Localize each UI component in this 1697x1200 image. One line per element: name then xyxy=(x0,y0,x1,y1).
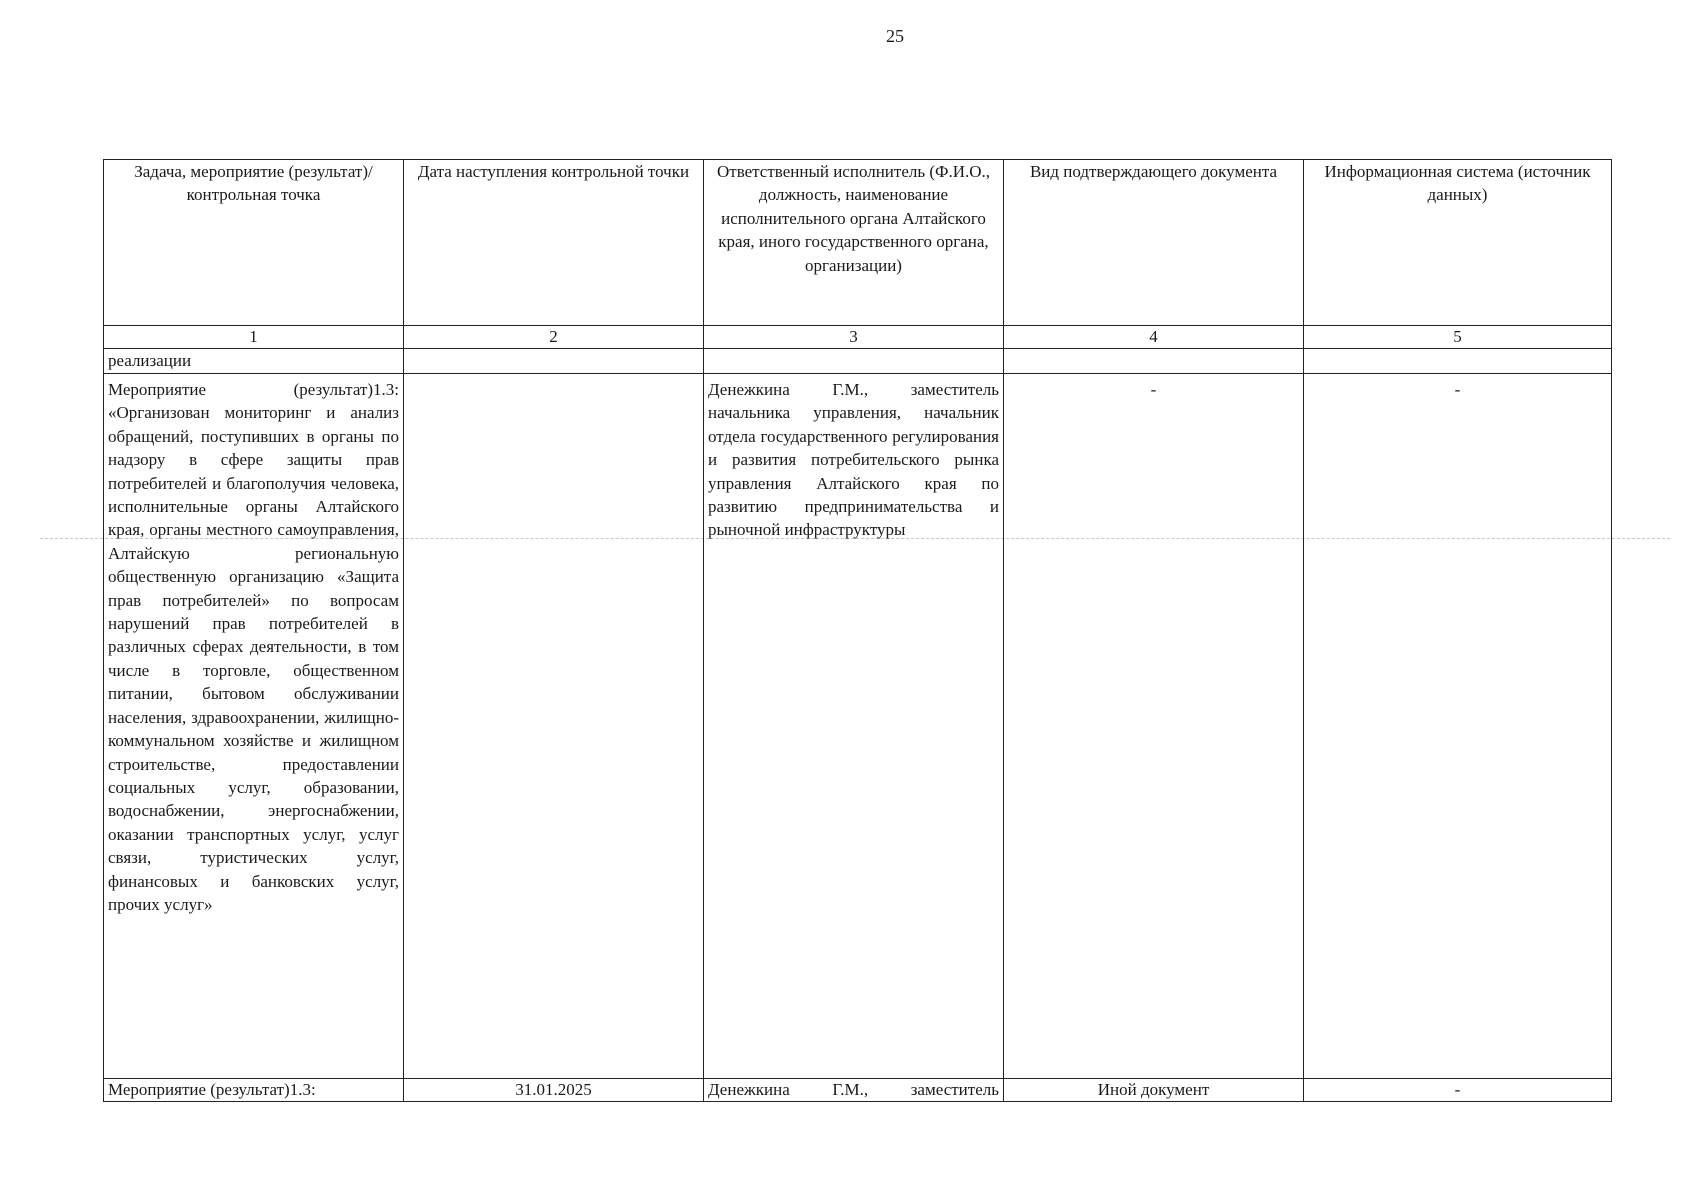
table-cell xyxy=(1304,349,1612,374)
date-text: 31.01.2025 xyxy=(515,1080,592,1099)
system-cell xyxy=(1304,1079,1612,1102)
header-responsible: Ответственный исполнитель (Ф.И.О., должность, наименование исполнительного органа Алтайского края, иного государственного органа, организации) xyxy=(704,160,1004,326)
column-number: 4 xyxy=(1004,326,1304,349)
system-text: - xyxy=(1454,380,1461,399)
document-text: Иной документ xyxy=(1097,1080,1210,1099)
task-cell xyxy=(104,1079,404,1102)
header-system: Информационная система (источник данных) xyxy=(1304,160,1612,326)
continuation-text: реализации xyxy=(104,349,404,374)
table-row xyxy=(104,374,1612,1079)
document-cell xyxy=(1004,374,1304,1079)
table-cell xyxy=(1004,349,1304,374)
system-cell xyxy=(1304,374,1612,1079)
responsible-text: Денежкина Г.М., заместитель начальника управления, начальник отдела государственного регулирования и развития потребительского рынка управления Алтайского края по развитию предпринимательства и рыночной инфраструктуры xyxy=(708,380,999,540)
table-row xyxy=(104,1079,1612,1102)
header-date: Дата наступления контрольной точки xyxy=(404,160,704,326)
column-number: 1 xyxy=(104,326,404,349)
document-text: - xyxy=(1150,380,1157,399)
task-text: Мероприятие (результат)1.3: «Организован мониторинг и анализ обращений, поступивших в органы по надзору в сфере защиты прав потребителей и благополучия человека, исполнительные органы Алтайского края, органы местного самоуправления, Алтайскую региональную общественную организацию «Защита прав потребителей» по вопросам нарушений прав потребителей в различных сферах деятельности, в том числе в торговле, общественном питании, бытовом обслуживании населения, здравоохранении, жилищно-коммунальном хозяйстве и жилищном строительстве, предоставлении социальных услуг, образовании, водоснабжении, энергоснабжении, оказании транспортных услуг, услуг связи, туристических услуг, финансовых и банковских услуг, прочих услуг» xyxy=(108,380,399,914)
responsible-text: Денежкина Г.М., заместитель xyxy=(708,1080,999,1099)
responsible-cell xyxy=(704,1079,1004,1102)
continuation-row xyxy=(104,349,1612,374)
column-number-row xyxy=(104,326,1612,349)
header-row xyxy=(104,160,1612,326)
column-number: 2 xyxy=(404,326,704,349)
table-cell xyxy=(404,349,704,374)
system-text: - xyxy=(1454,1080,1461,1099)
column-number: 5 xyxy=(1304,326,1612,349)
date-cell xyxy=(404,1079,704,1102)
task-cell xyxy=(104,374,404,1079)
header-task: Задача, мероприятие (результат)/ контрольная точка xyxy=(104,160,404,326)
page-number: 25 xyxy=(886,26,904,46)
task-text: Мероприятие (результат)1.3: xyxy=(108,1080,316,1099)
control-points-table xyxy=(103,159,1612,1102)
responsible-cell xyxy=(704,374,1004,1079)
date-cell xyxy=(404,374,704,1079)
table-cell xyxy=(704,349,1004,374)
column-number: 3 xyxy=(704,326,1004,349)
document-cell xyxy=(1004,1079,1304,1102)
header-document: Вид подтверждающего документа xyxy=(1004,160,1304,326)
